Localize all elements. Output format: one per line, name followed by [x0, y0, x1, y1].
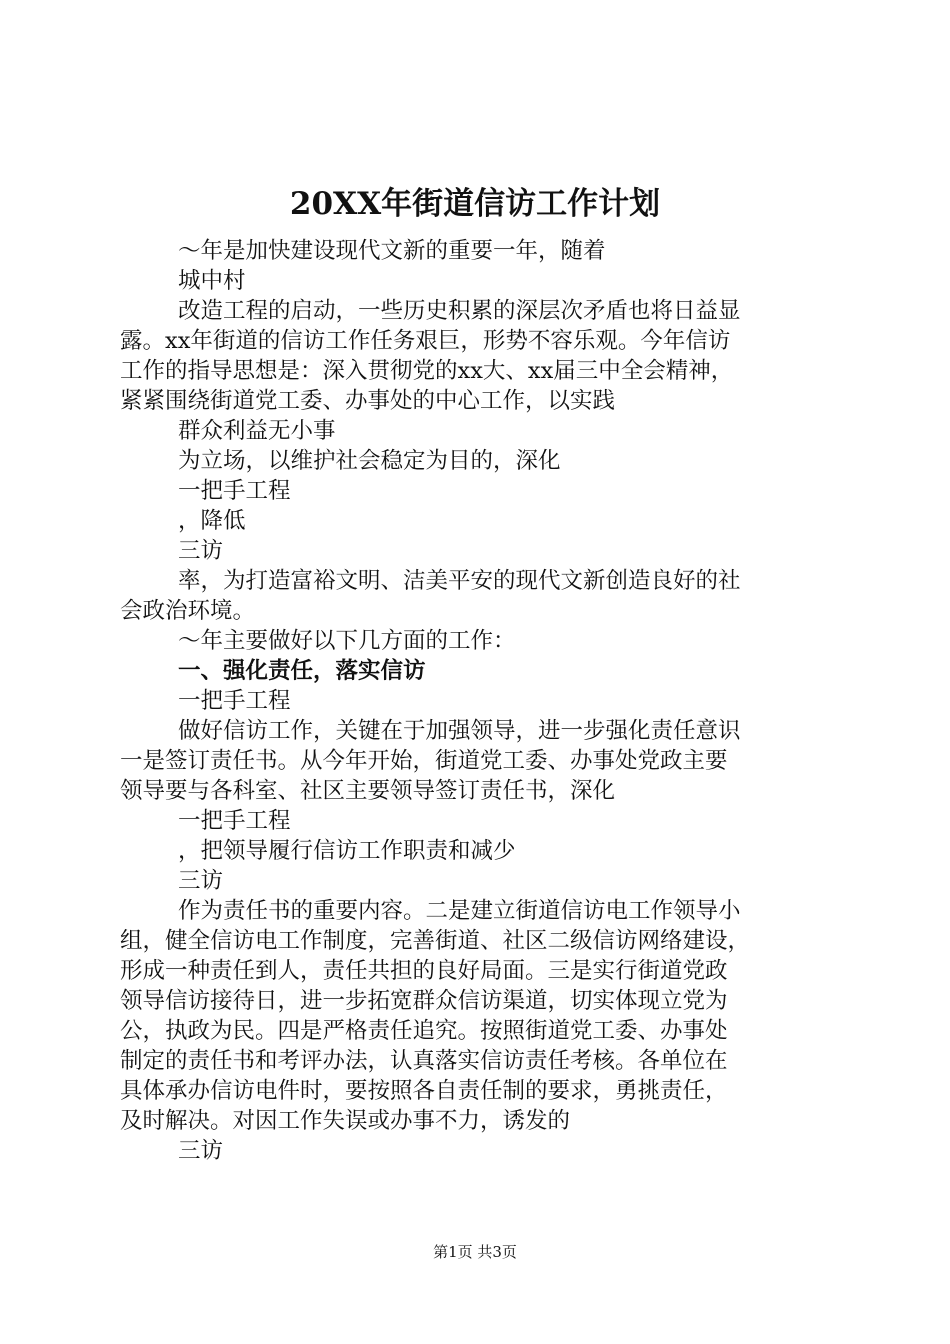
- paragraph-line: 一把手工程: [178, 478, 291, 504]
- paragraph-line: 群众利益无小事: [178, 418, 336, 444]
- paragraph-line: 做好信访工作，关键在于加强领导，进一步强化责任意识: [178, 718, 741, 744]
- paragraph-line: 三访: [178, 868, 224, 894]
- paragraph-line: 形成一种责任到人，责任共担的良好局面。三是实行街道党政: [120, 958, 728, 984]
- paragraph-line: 及时解决。对因工作失误或办事不力，诱发的: [120, 1108, 571, 1134]
- page-footer: 第1页 共3页: [433, 1243, 517, 1261]
- paragraph-line: 紧紧围绕街道党工委、办事处的中心工作，以实践: [120, 388, 616, 414]
- paragraph-line: 具体承办信访电件时，要按照各自责任制的要求，勇挑责任，: [120, 1078, 728, 1104]
- document-title: 20XX年街道信访工作计划: [289, 186, 661, 222]
- paragraph-line: 一把手工程: [178, 808, 291, 834]
- paragraph-line: 率，为打造富裕文明、洁美平安的现代文新创造良好的社: [178, 568, 741, 594]
- paragraph-line: 三访: [178, 538, 224, 564]
- paragraph-line: 三访: [178, 1138, 224, 1164]
- paragraph-line: ～年是加快建设现代文新的重要一年，随着: [178, 238, 606, 264]
- section-heading: 一、强化责任，落实信访: [178, 658, 426, 684]
- paragraph-line: 组，健全信访电工作制度，完善街道、社区二级信访网络建设，: [120, 928, 751, 954]
- paragraph-line: 制定的责任书和考评办法，认真落实信访责任考核。各单位在: [120, 1048, 728, 1074]
- paragraph-line: ，把领导履行信访工作职责和减少: [178, 838, 516, 864]
- paragraph-line: 会政治环境。: [120, 598, 256, 624]
- paragraph-line: ～年主要做好以下几方面的工作：: [178, 628, 516, 654]
- paragraph-line: ，降低: [178, 508, 246, 534]
- paragraph-line: 一把手工程: [178, 688, 291, 714]
- paragraph-line: 露。xx年街道的信访工作任务艰巨，形势不容乐观。今年信访: [120, 328, 731, 354]
- paragraph-line: 领导信访接待日，进一步拓宽群众信访渠道，切实体现立党为: [120, 988, 728, 1014]
- paragraph-line: 工作的指导思想是：深入贯彻党的xx大、xx届三中全会精神，: [120, 358, 734, 384]
- paragraph-line: 领导要与各科室、社区主要领导签订责任书，深化: [120, 778, 616, 804]
- paragraph-line: 作为责任书的重要内容。二是建立街道信访电工作领导小: [178, 898, 741, 924]
- paragraph-line: 公，执政为民。四是严格责任追究。按照街道党工委、办事处: [120, 1018, 728, 1044]
- paragraph-line: 为立场，以维护社会稳定为目的，深化: [178, 448, 561, 474]
- document-body: [120, 236, 840, 1166]
- paragraph-line: 城中村: [178, 268, 246, 294]
- paragraph-line: 改造工程的启动，一些历史积累的深层次矛盾也将日益显: [178, 298, 741, 324]
- paragraph-line: 一是签订责任书。从今年开始，街道党工委、办事处党政主要: [120, 748, 728, 774]
